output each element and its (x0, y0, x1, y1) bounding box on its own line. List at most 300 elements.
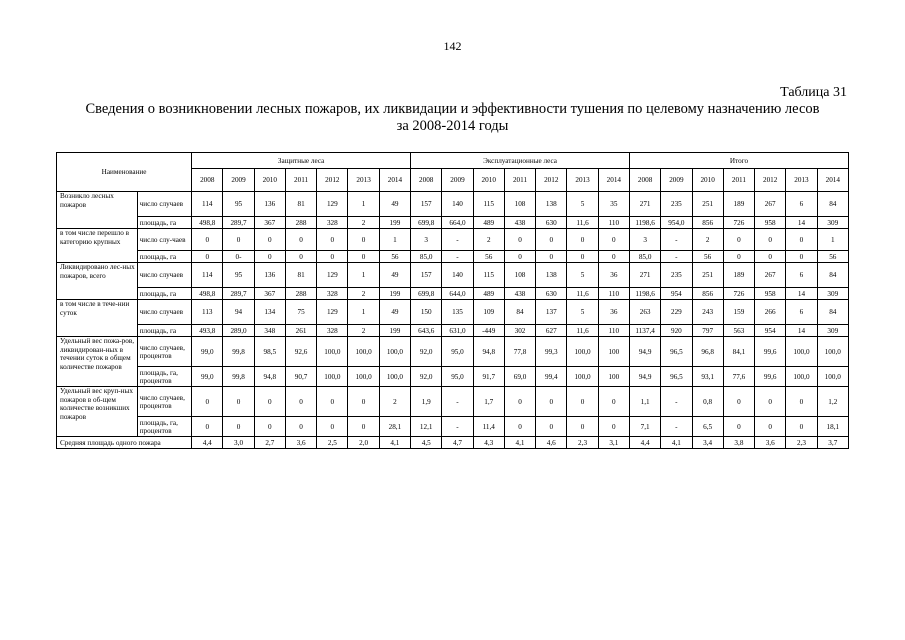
table-cell: 0 (786, 417, 817, 437)
table-cell: 108 (504, 192, 535, 217)
table-cell: 134 (254, 300, 285, 325)
table-cell: 0 (223, 229, 254, 251)
table-cell: 563 (723, 325, 754, 337)
table-cell: 84 (817, 300, 848, 325)
table-cell: 135 (442, 300, 473, 325)
table-cell: 726 (723, 217, 754, 229)
table-cell: 84,1 (723, 337, 754, 367)
table-cell: 328 (317, 325, 348, 337)
table-cell: 2,5 (317, 437, 348, 449)
table-cell: 0 (786, 251, 817, 263)
table-cell: 100 (598, 367, 629, 387)
category-label: в том числе перешло в категорию крупных (57, 229, 138, 263)
table-cell: 0 (786, 229, 817, 251)
table-cell: 18,1 (817, 417, 848, 437)
header-year: 2012 (536, 169, 567, 192)
table-cell: 489 (473, 288, 504, 300)
table-cell: 0 (755, 417, 786, 437)
table-cell: 100,0 (379, 367, 410, 387)
header-year: 2011 (723, 169, 754, 192)
table-cell: 3,4 (692, 437, 723, 449)
header-year: 2014 (598, 169, 629, 192)
table-cell: 140 (442, 263, 473, 288)
table-cell: 288 (285, 217, 316, 229)
table-cell: 643,6 (411, 325, 442, 337)
table-cell: 2 (473, 229, 504, 251)
table-cell: 2 (348, 217, 379, 229)
table-cell: 3 (411, 229, 442, 251)
table-cell: 0 (223, 387, 254, 417)
table-cell: 498,8 (192, 217, 223, 229)
table-cell: 958 (755, 288, 786, 300)
table-cell: 0 (723, 229, 754, 251)
table-cell: 109 (473, 300, 504, 325)
header-year: 2012 (317, 169, 348, 192)
table-cell: 4,4 (629, 437, 660, 449)
page-number: 142 (443, 39, 462, 53)
table-cell: 630 (536, 288, 567, 300)
table-cell: 1,2 (817, 387, 848, 417)
table-cell: 4,1 (379, 437, 410, 449)
header-year: 2009 (223, 169, 254, 192)
table-cell: 0 (567, 387, 598, 417)
table-cell: 129 (317, 300, 348, 325)
table-cell: 0 (536, 251, 567, 263)
table-cell: 0 (348, 417, 379, 437)
table-cell: 189 (723, 263, 754, 288)
table-cell: 3,0 (223, 437, 254, 449)
table-cell: 235 (661, 192, 692, 217)
table-cell: 267 (755, 192, 786, 217)
table-cell: 49 (379, 263, 410, 288)
table-cell: 100,0 (348, 367, 379, 387)
table-cell: 99,4 (536, 367, 567, 387)
table-cell: 137 (536, 300, 567, 325)
table-cell: 438 (504, 217, 535, 229)
table-cell: 1 (348, 263, 379, 288)
table-cell: 0 (254, 417, 285, 437)
table-cell: 14 (786, 288, 817, 300)
table-cell: 3,1 (598, 437, 629, 449)
category-label: Ликвидировано лес-ных пожаров, всего (57, 263, 138, 300)
table-cell: 0 (254, 251, 285, 263)
table-cell: 3,7 (817, 437, 848, 449)
table-cell: 95,0 (442, 337, 473, 367)
table-cell: 4,4 (192, 437, 223, 449)
table-cell: 0 (598, 229, 629, 251)
table-cell: 1198,6 (629, 217, 660, 229)
table-cell: 4,3 (473, 437, 504, 449)
unit-label: число случаев (137, 192, 191, 217)
table-cell: 328 (317, 288, 348, 300)
table-cell: 14 (786, 325, 817, 337)
table-cell: 84 (817, 263, 848, 288)
table-cell: 96,8 (692, 337, 723, 367)
table-row (57, 229, 849, 251)
table-cell: 56 (473, 251, 504, 263)
table-cell: 136 (254, 192, 285, 217)
table-cell: 11,6 (567, 325, 598, 337)
table-cell: 7,1 (629, 417, 660, 437)
table-cell: 309 (817, 288, 848, 300)
table-row (57, 387, 849, 417)
table-cell: 0 (567, 251, 598, 263)
table-cell: 12,1 (411, 417, 442, 437)
table-cell: 664,0 (442, 217, 473, 229)
table-cell: 28,1 (379, 417, 410, 437)
table-cell: 100,0 (817, 337, 848, 367)
table-cell: 0 (536, 387, 567, 417)
header-group: Эксплуатационные леса (411, 153, 630, 169)
table-cell: 367 (254, 288, 285, 300)
table-cell: 493,8 (192, 325, 223, 337)
header-year: 2013 (786, 169, 817, 192)
header-name: Наименование (57, 153, 192, 192)
table-cell: 100,0 (379, 337, 410, 367)
footer-label: Средняя площадь одного пожара (57, 437, 192, 449)
table-cell: 1 (379, 229, 410, 251)
table-cell: 100,0 (317, 337, 348, 367)
table-row (57, 300, 849, 325)
table-cell: 95,0 (442, 367, 473, 387)
unit-label: площадь, га (137, 288, 191, 300)
table-cell: 110 (598, 217, 629, 229)
table-cell: 110 (598, 325, 629, 337)
table-cell: 0 (598, 251, 629, 263)
header-group: Итого (629, 153, 848, 169)
table-cell: 699,8 (411, 288, 442, 300)
table-cell: - (442, 417, 473, 437)
table-cell: 309 (817, 325, 848, 337)
fire-statistics-table (56, 152, 849, 449)
table-cell: 2,3 (567, 437, 598, 449)
table-cell: 2,0 (348, 437, 379, 449)
table-cell: 0 (254, 229, 285, 251)
header-year: 2008 (629, 169, 660, 192)
table-cell: 138 (536, 192, 567, 217)
table-cell: 0 (192, 387, 223, 417)
table-cell: 138 (536, 263, 567, 288)
header-year: 2014 (817, 169, 848, 192)
table-cell: 114 (192, 192, 223, 217)
table-row (57, 288, 849, 300)
header-group: Защитные леса (192, 153, 411, 169)
table-cell: 6 (786, 300, 817, 325)
table-cell: 0 (285, 417, 316, 437)
table-cell: 56 (379, 251, 410, 263)
table-cell: 267 (755, 263, 786, 288)
table-cell: 108 (504, 263, 535, 288)
table-cell: 0 (504, 229, 535, 251)
table-cell: 309 (817, 217, 848, 229)
table-cell: 99,6 (755, 337, 786, 367)
table-cell: 1137,4 (629, 325, 660, 337)
table-cell: 0 (192, 251, 223, 263)
table-cell: 958 (755, 217, 786, 229)
table-cell: 2 (379, 387, 410, 417)
table-title (40, 101, 865, 135)
table-cell: 4,1 (661, 437, 692, 449)
unit-label: число слу-чаев (137, 229, 191, 251)
table-cell: 136 (254, 263, 285, 288)
table-cell: 289,0 (223, 325, 254, 337)
table-cell: 93,1 (692, 367, 723, 387)
table-cell: 4,7 (442, 437, 473, 449)
table-cell: 100,0 (817, 367, 848, 387)
header-year: 2012 (755, 169, 786, 192)
table-cell: 644,0 (442, 288, 473, 300)
table-cell: 0 (786, 387, 817, 417)
table-cell: 0 (317, 387, 348, 417)
table-cell: 489 (473, 217, 504, 229)
unit-label: площадь, га, процентов (137, 367, 191, 387)
table-cell: 77,8 (504, 337, 535, 367)
table-cell: 100 (598, 337, 629, 367)
table-cell: 2 (348, 288, 379, 300)
table-cell: 189 (723, 192, 754, 217)
table-cell: 498,8 (192, 288, 223, 300)
table-cell: 627 (536, 325, 567, 337)
unit-label: число случаев (137, 263, 191, 288)
table-row (57, 192, 849, 217)
header-year: 2008 (411, 169, 442, 192)
table-cell: 726 (723, 288, 754, 300)
table-cell: 699,8 (411, 217, 442, 229)
table-cell: 36 (598, 300, 629, 325)
table-cell: 6,5 (692, 417, 723, 437)
table-cell: 199 (379, 217, 410, 229)
table-cell: 3,8 (723, 437, 754, 449)
table-cell: 0 (348, 387, 379, 417)
table-cell: 99,8 (223, 367, 254, 387)
table-cell: 0 (536, 417, 567, 437)
unit-label: площадь, га (137, 325, 191, 337)
table-cell: 0 (192, 417, 223, 437)
table-cell: 35 (598, 192, 629, 217)
table-cell: 0 (285, 229, 316, 251)
table-cell: 95 (223, 192, 254, 217)
table-cell: 14 (786, 217, 817, 229)
table-cell: 92,6 (285, 337, 316, 367)
table-cell: 94 (223, 300, 254, 325)
table-cell: 94,9 (629, 337, 660, 367)
header-year: 2010 (254, 169, 285, 192)
table-cell: 0 (536, 229, 567, 251)
table-cell: 98,5 (254, 337, 285, 367)
category-label: Удельный вес пожа-ров, ликвидирован-ных в течении суток в общем количестве пожаров (57, 337, 138, 387)
table-cell: 11,6 (567, 288, 598, 300)
table-cell: 199 (379, 288, 410, 300)
table-cell: 84 (817, 192, 848, 217)
category-label: Удельный вес круп-ных пожаров в об-щем количестве возникших пожаров (57, 387, 138, 437)
table-cell: 0 (567, 417, 598, 437)
table-cell: 0 (723, 417, 754, 437)
table-cell: 150 (411, 300, 442, 325)
table-cell: 69,0 (504, 367, 535, 387)
table-cell: 856 (692, 217, 723, 229)
header-year: 2011 (504, 169, 535, 192)
table-cell: 157 (411, 263, 442, 288)
table-cell: 100,0 (348, 337, 379, 367)
table-cell: 229 (661, 300, 692, 325)
table-cell: 302 (504, 325, 535, 337)
table-cell: 3 (629, 229, 660, 251)
table-cell: 920 (661, 325, 692, 337)
unit-label: число случаев (137, 300, 191, 325)
table-cell: 348 (254, 325, 285, 337)
header-year: 2010 (692, 169, 723, 192)
table-cell: 81 (285, 192, 316, 217)
table-cell: 140 (442, 192, 473, 217)
table-cell: 5 (567, 192, 598, 217)
unit-label: площадь, га (137, 251, 191, 263)
unit-label: площадь, га, процентов (137, 417, 191, 437)
table-cell: 0 (504, 251, 535, 263)
table-cell: 1 (817, 229, 848, 251)
table-cell: 92,0 (411, 367, 442, 387)
table-cell: 95 (223, 263, 254, 288)
header-year: 2009 (442, 169, 473, 192)
table-cell: 199 (379, 325, 410, 337)
table-cell: 99,8 (223, 337, 254, 367)
table-cell: 251 (692, 192, 723, 217)
unit-label: число случаев, процентов (137, 387, 191, 417)
table-cell: 0 (755, 251, 786, 263)
table-cell: 0 (317, 417, 348, 437)
table-cell: 1 (348, 192, 379, 217)
table-cell: 954 (661, 288, 692, 300)
table-cell: 367 (254, 217, 285, 229)
table-cell: 157 (411, 192, 442, 217)
table-cell: - (442, 229, 473, 251)
table-cell: 261 (285, 325, 316, 337)
table-cell: 5 (567, 300, 598, 325)
table-cell: 96,5 (661, 367, 692, 387)
table-cell: 2 (692, 229, 723, 251)
table-cell: 251 (692, 263, 723, 288)
table-cell: 0 (348, 251, 379, 263)
table-cell: 235 (661, 263, 692, 288)
table-cell: 2,3 (786, 437, 817, 449)
unit-label: площадь, га (137, 217, 191, 229)
table-cell: 4,6 (536, 437, 567, 449)
table-cell: 271 (629, 263, 660, 288)
header-year: 2014 (379, 169, 410, 192)
table-cell: 11,4 (473, 417, 504, 437)
table-row (57, 337, 849, 367)
table-cell: 0 (723, 387, 754, 417)
table-cell: 289,7 (223, 217, 254, 229)
table-row (57, 217, 849, 229)
table-cell: - (661, 251, 692, 263)
table-cell: 0 (285, 387, 316, 417)
table-cell: 0 (504, 387, 535, 417)
table-cell: 0 (317, 229, 348, 251)
table-cell: 266 (755, 300, 786, 325)
table-cell: -449 (473, 325, 504, 337)
table-cell: 0 (192, 229, 223, 251)
table-row (57, 263, 849, 288)
table-cell: 0 (723, 251, 754, 263)
table-cell: 11,6 (567, 217, 598, 229)
table-cell: 91,7 (473, 367, 504, 387)
table-cell: 159 (723, 300, 754, 325)
table-cell: 113 (192, 300, 223, 325)
table-cell: 81 (285, 263, 316, 288)
table-cell: 6 (786, 192, 817, 217)
table-cell: 954,0 (661, 217, 692, 229)
table-cell: 0- (223, 251, 254, 263)
table-cell: 100,0 (786, 367, 817, 387)
table-cell: 49 (379, 192, 410, 217)
title-line-1: Сведения о возникновении лесных пожаров, их ликвидации и эффективности тушения по целевому назначению лесов (85, 101, 820, 117)
table-cell: 77,6 (723, 367, 754, 387)
table-cell: 4,5 (411, 437, 442, 449)
table-cell: 84 (504, 300, 535, 325)
table-cell: 0 (317, 251, 348, 263)
table-cell: 100,0 (317, 367, 348, 387)
table-cell: 99,6 (755, 367, 786, 387)
table-cell: 0,8 (692, 387, 723, 417)
header-year: 2013 (348, 169, 379, 192)
table-cell: 100,0 (567, 337, 598, 367)
table-cell: 631,0 (442, 325, 473, 337)
unit-label: число случаев, процентов (137, 337, 191, 367)
table-cell: 94,8 (473, 337, 504, 367)
table-cell: 3,6 (755, 437, 786, 449)
header-year: 2013 (567, 169, 598, 192)
table-cell: 0 (504, 417, 535, 437)
table-cell: - (661, 417, 692, 437)
table-cell: 797 (692, 325, 723, 337)
table-cell: 0 (755, 229, 786, 251)
table-row (57, 251, 849, 263)
table-cell: 288 (285, 288, 316, 300)
table-cell: 4,1 (504, 437, 535, 449)
table-label: Таблица 31 (780, 85, 847, 100)
table-cell: 438 (504, 288, 535, 300)
table-cell: 0 (254, 387, 285, 417)
table-cell: 96,5 (661, 337, 692, 367)
table-cell: 99,0 (192, 337, 223, 367)
table-cell: 49 (379, 300, 410, 325)
table-cell: 90,7 (285, 367, 316, 387)
table-cell: 1,1 (629, 387, 660, 417)
table-cell: 99,0 (192, 367, 223, 387)
table-cell: 129 (317, 192, 348, 217)
table-cell: 1 (348, 300, 379, 325)
table-cell: 0 (223, 417, 254, 437)
table-cell: 271 (629, 192, 660, 217)
table-cell: 94,8 (254, 367, 285, 387)
table-cell: 85,0 (629, 251, 660, 263)
table-cell: 0 (285, 251, 316, 263)
table-cell: 856 (692, 288, 723, 300)
header-year: 2010 (473, 169, 504, 192)
table-cell: 100,0 (567, 367, 598, 387)
table-cell: 0 (348, 229, 379, 251)
table-cell: 3,6 (285, 437, 316, 449)
category-label: Возникло лесных пожаров (57, 192, 138, 229)
table-cell: 115 (473, 192, 504, 217)
table-cell: 36 (598, 263, 629, 288)
table-cell: 328 (317, 217, 348, 229)
table-cell: 129 (317, 263, 348, 288)
table-cell: 114 (192, 263, 223, 288)
table-cell: - (661, 229, 692, 251)
table-cell: 92,0 (411, 337, 442, 367)
table-cell: 263 (629, 300, 660, 325)
